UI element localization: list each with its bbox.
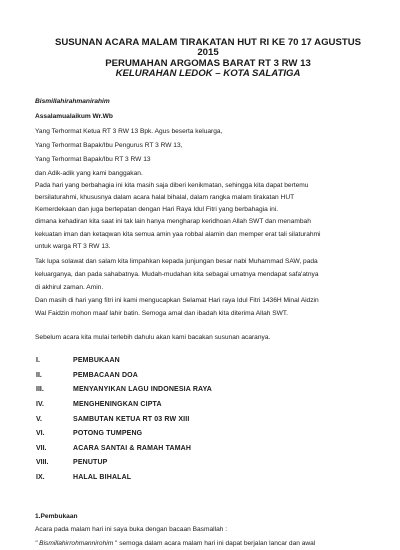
- agenda-number: I.: [36, 357, 40, 364]
- agenda-item: MENYANYIKAN LAGU INDONESIA RAYA: [73, 386, 212, 393]
- paragraph-line: Tak lupa solawat dan salam kita limpahkan kepada junjungan besar nabi Muhammad SAW, pada: [35, 258, 318, 265]
- salutation-line: Yang Terhormat Bapak/Ibu Pengurus RT 3 RW 13,: [35, 142, 183, 149]
- salutation-line: dan Adik-adik yang kami banggakan.: [35, 170, 143, 177]
- agenda-number: VII.: [36, 445, 47, 452]
- paragraph-line: di akhirul zaman. Amin.: [35, 284, 104, 291]
- agenda-intro: Sebelum acara kita mulai terlebih dahulu akan kami bacakan susunan acaranya.: [35, 334, 271, 341]
- paragraph-line: Wal Faidzin mohon maaf lahir batin. Semoga amal dan ibadah kita diterima Allah SWT.: [35, 310, 289, 317]
- agenda-item: POTONG TUMPENG: [73, 430, 143, 437]
- doc-title-line-1: SUSUNAN ACARA MALAM TIRAKATAN HUT RI KE 70 17 AGUSTUS: [54, 37, 362, 48]
- doc-title-line-2: 2015: [197, 47, 219, 58]
- agenda-number: IV.: [36, 401, 44, 408]
- salutation-line: Yang Terhormat Bapak/Ibu RT 3 RW 13: [35, 156, 151, 163]
- agenda-number: IX.: [36, 474, 45, 481]
- paragraph-line: dimana kehadiran kita saat ini tak lain hanya mengharap keridhoan Allah SWT dan menambah: [35, 218, 311, 225]
- doc-title-line-4: KELURAHAN LEDOK – KOTA SALATIGA: [115, 68, 301, 79]
- bismillah-text: Bismillahirahmanirahim: [35, 98, 110, 105]
- section-text-line: Acara pada malam hari ini saya buka dengan bacaan Basmallah :: [35, 526, 228, 533]
- section-heading: 1.Pembukaan: [35, 513, 78, 520]
- agenda-item: MENGHENINGKAN CIPTA: [73, 401, 162, 408]
- paragraph-line: kekuatan iman dan ketaqwan kita semua amin yaa robbal alamin dan memper erat tali silaturahmi: [35, 231, 321, 238]
- section-text-line: [35, 540, 315, 548]
- agenda-item: ACARA SANTAI & RAMAH TAMAH: [73, 445, 192, 452]
- paragraph-line: bersilaturahmi, khususnya dalam acara halal bihalal, dalam rangka malam tirakatan HUT: [35, 194, 295, 201]
- agenda-number: II.: [36, 372, 42, 379]
- agenda-item: PEMBACAAN DOA: [73, 372, 138, 379]
- agenda-number: VI.: [36, 430, 45, 437]
- paragraph-line: untuk warga RT 3 RW 13.: [35, 243, 111, 250]
- paragraph-line: Kemerdekaan dan juga bertepatan dengan Hari Raya Idul Fitri yang berbahagia ini.: [35, 206, 279, 213]
- doc-title-line-3: PERUMAHAN ARGOMAS BARAT RT 3 RW 13: [105, 58, 311, 69]
- section-text-rest: " semoga dalam acara malam hari ini dapat berjalan lancar dan awal: [115, 540, 316, 547]
- paragraph-line: Dan masih di hari yang fitri ini kami mengucapkan Selamat Hari raya Idul Fitri 1436H Minal Aidzin: [35, 297, 319, 304]
- paragraph-line: keluarganya, dan pada sahabatnya. Mudah-mudahan kita sebagai umatnya mendapat safa'atnya: [35, 271, 319, 278]
- salutation-line: Yang Terhormat Ketua RT 3 RW 13 Bpk. Agus beserta keluarga,: [35, 128, 223, 135]
- agenda-item: PEMBUKAAN: [73, 357, 120, 364]
- agenda-item: PENUTUP: [73, 459, 108, 466]
- agenda-number: V.: [36, 416, 42, 423]
- agenda-number: III.: [36, 386, 44, 393]
- basmallah-italic-text: " Bismillahirrohmannirohim: [35, 540, 116, 547]
- paragraph-line: Pada hari yang berbahagia ini kita masih saja diberi kenikmatan, sehingga kita dapat bertemu: [35, 182, 309, 189]
- salam-text: Assalamualaikum Wr.Wb: [35, 113, 113, 120]
- agenda-item: HALAL BIHALAL: [73, 474, 132, 481]
- agenda-item: SAMBUTAN KETUA RT 03 RW XIII: [73, 416, 190, 423]
- agenda-number: VIII.: [36, 459, 49, 466]
